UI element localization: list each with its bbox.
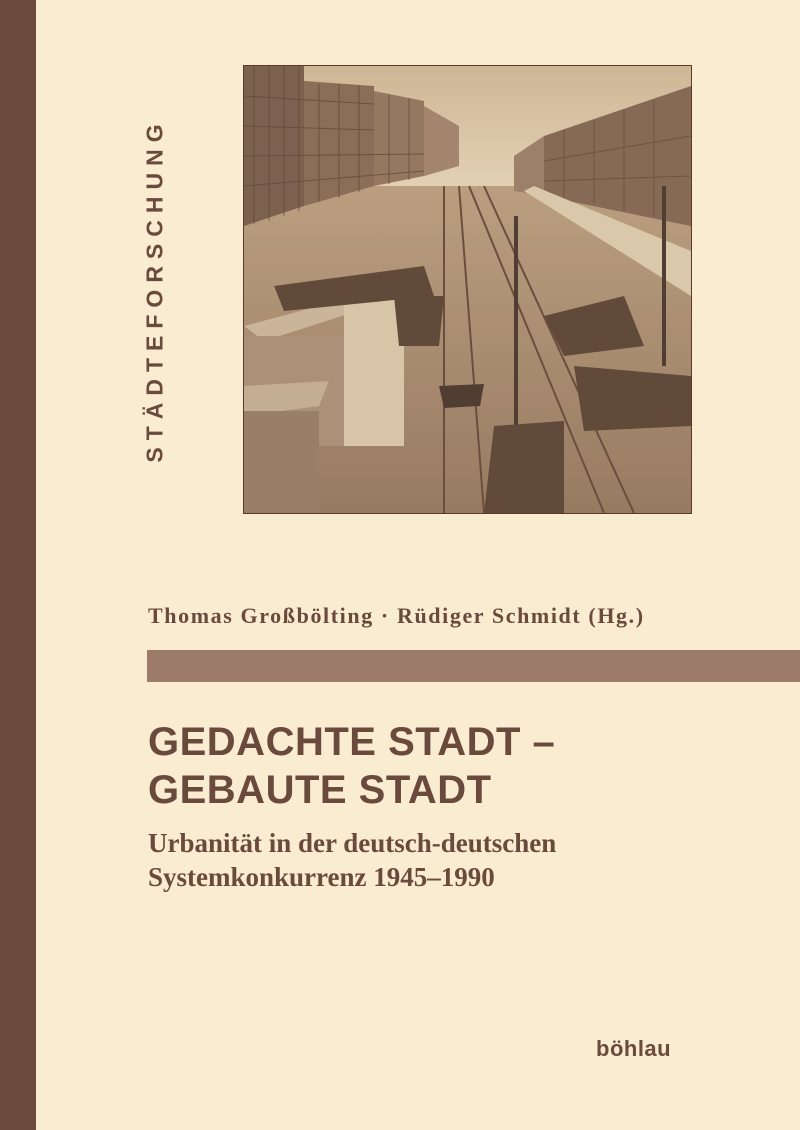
book-subtitle-line-1: Urbanität in der deutsch-deutschen (148, 828, 557, 858)
divider-bar (147, 650, 800, 682)
book-title-line-1: GEDACHTE STADT – (148, 720, 556, 764)
series-title: STÄDTEFORSCHUNG (141, 117, 168, 463)
publisher-logo-text: böhlau (596, 1036, 672, 1061)
book-subtitle-line-2: Systemkonkurrenz 1945–1990 (148, 862, 495, 892)
book-title-line-2: GEBAUTE STADT (148, 768, 492, 812)
cover-spine-band (0, 0, 36, 1130)
cover-photo (243, 65, 692, 514)
authors-line: Thomas Großbölting · Rüdiger Schmidt (Hg.) (148, 603, 645, 628)
construction-site-photo (244, 66, 691, 513)
book-title (148, 718, 555, 814)
book-subtitle (148, 826, 556, 894)
